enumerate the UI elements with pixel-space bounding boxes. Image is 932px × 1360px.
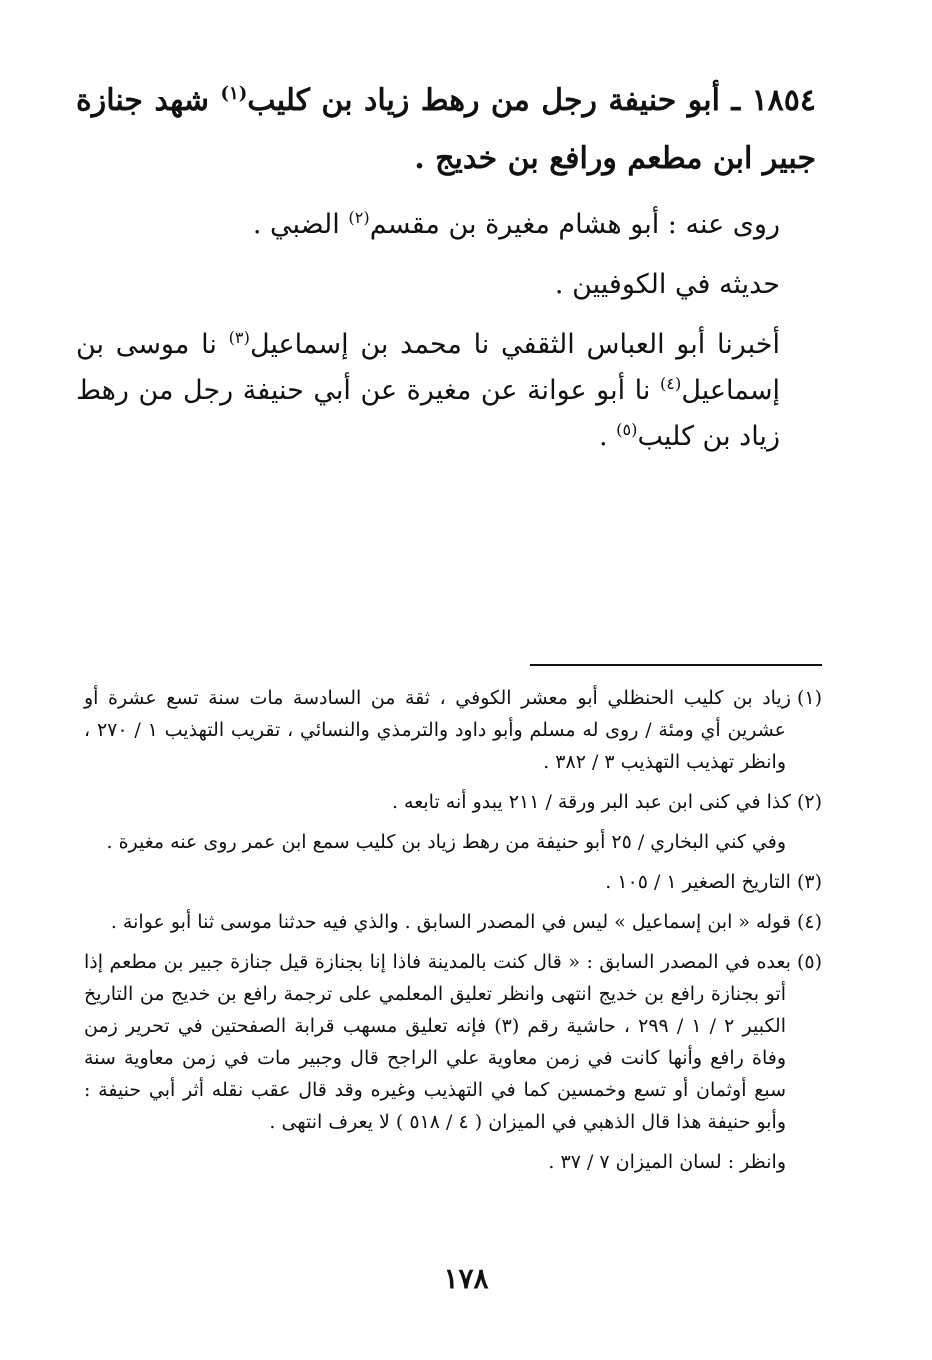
narrator-text: روى عنه : أبو هشام مغيرة بن مقسم xyxy=(369,209,780,240)
main-text xyxy=(76,72,816,460)
isnad-paragraph xyxy=(76,322,816,460)
footnote-number: (٤) xyxy=(796,911,822,933)
isnad-text-1: أخبرنا أبو العباس الثقفي نا محمد بن إسماعيل xyxy=(249,329,780,360)
page-number: ١٧٨ xyxy=(443,1262,489,1295)
entry-title xyxy=(76,72,816,188)
footnote-ref-1: (١) xyxy=(220,83,248,104)
footnote-number: (٥) xyxy=(796,951,822,973)
hadith-location: حديثه في الكوفيين . xyxy=(554,269,780,300)
footnote-text: زياد بن كليب الحنظلي أبو معشر الكوفي ، ثقة من السادسة مات سنة تسع عشرة أو عشرين أي ومئة / روى له مسلم وأبو داود والترمذي والنسائي ، تقريب التهذيب ١ / ٢٧٠ ، وانظر تهذيب التهذيب ٣ / ٣٨٢ . xyxy=(84,687,791,773)
footnote-2 xyxy=(84,786,822,818)
isnad-text-2: نا موسى بن إسماعيل xyxy=(76,329,780,406)
footnote-text: قوله « ابن إسماعيل » ليس في المصدر السابق . والذي فيه حدثنا موسى ثنا أبو عوانة . xyxy=(110,911,791,933)
footnote-text: بعده في المصدر السابق : « قال كنت بالمدينة فاذا إنا بجنازة قيل جنازة جبير بن مطعم إذا أتو بجنازة رافع بن خديج انتهى وانظر تعليق المعلمي على ترجمة رافع بن خديج من التاريخ الكبير ٢ / ١ / ٢٩٩ ، حاشية رقم (٣) فإنه تعليق مسهب قرابة الصفحتين في تحرير زمن وفاة رافع وأنها كانت في زمن معاوية علي الراجح قال وجبير مات في زمن معاوية سنة سبع أوثمان أو تسع وخمسين كما في التهذيب وغيره وقد قال عقب نقله أثر أبي حنيفة : وأبو حنيفة هذا قال الذهبي في الميزان ( ٤ / ٥١٨ ) لا يعرف انتهى . xyxy=(84,951,791,1133)
footnote-number: (١) xyxy=(796,687,822,709)
footnote-3 xyxy=(84,866,822,898)
footnotes-section xyxy=(84,682,822,1186)
footnote-ref-5: (٥) xyxy=(616,420,638,439)
footnote-4 xyxy=(84,906,822,938)
footnote-5-continuation: وانظر : لسان الميزان ٧ / ٣٧ . xyxy=(548,1151,786,1173)
entry-title-continuation: شهد جنازة جبير ابن مطعم ورافع بن خديج . xyxy=(76,83,816,176)
footnote-2-continuation: وفي كني البخاري / ٢٥ أبو حنيفة من رهط زياد بن كليب سمع ابن عمر روى عنه مغيرة . xyxy=(106,831,786,853)
footnote-number: (٢) xyxy=(796,791,822,813)
footnote-text: التاريخ الصغير ١ / ١٠٥ . xyxy=(605,871,791,893)
footnote-ref-2: (٢) xyxy=(348,208,370,227)
footnote-text: كذا في كنى ابن عبد البر ورقة / ٢١١ يبدو أنه تابعه . xyxy=(391,791,791,813)
isnad-end: . xyxy=(598,421,617,452)
footnote-ref-3: (٣) xyxy=(228,328,250,347)
footnote-number: (٣) xyxy=(796,871,822,893)
entry-title-text: ١٨٥٤ ـ أبو حنيفة رجل من رهط زياد بن كليب xyxy=(247,83,817,118)
footnote-divider xyxy=(530,664,822,666)
isnad-text-3: نا أبو عوانة عن مغيرة عن أبي حنيفة رجل من رهط زياد بن كليب xyxy=(76,375,780,452)
footnote-1 xyxy=(84,682,822,778)
footnote-ref-4: (٤) xyxy=(659,374,682,393)
footnote-5 xyxy=(84,946,822,1138)
narrator-line xyxy=(76,202,816,248)
narrator-nisba: الضبي . xyxy=(252,209,349,240)
